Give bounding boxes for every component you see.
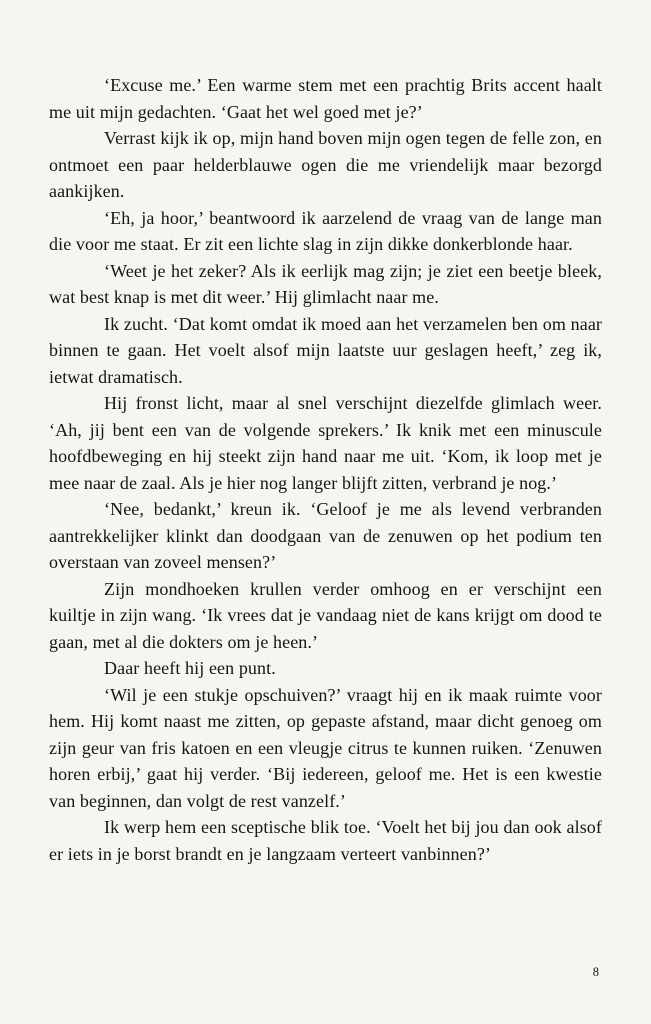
paragraph: Ik zucht. ‘Dat komt omdat ik moed aan het verzamelen ben om naar binnen te gaan. Het voelt alsof mijn laatste uur geslagen heeft,’ zeg ik, ietwat dramatisch. [49, 313, 602, 387]
paragraph: Daar heeft hij een punt. [104, 658, 276, 678]
page-number: 8 [592, 965, 599, 979]
paragraph: Zijn mondhoeken krullen verder omhoog en er verschijnt een kuiltje in zijn wang. ‘Ik vrees dat je vandaag niet de kans krijgt om dood te gaan, met al die dokters om je heen.’ [49, 578, 602, 652]
paragraph: ‘Weet je het zeker? Als ik eerlijk mag zijn; je ziet een beetje bleek, wat best knap is met dit weer.’ Hij glimlacht naar me. [49, 260, 602, 307]
page-text [49, 72, 602, 867]
paragraph: Ik werp hem een sceptische blik toe. ‘Voelt het bij jou dan ook alsof er iets in je borst brandt en je langzaam verteert vanbinnen?’ [49, 817, 602, 864]
paragraph: Verrast kijk ik op, mijn hand boven mijn ogen tegen de felle zon, en ontmoet een paar helderblauwe ogen die me vriendelijk maar bezorgd aankijken. [49, 128, 602, 201]
paragraph: ‘Eh, ja hoor,’ beantwoord ik aarzelend de vraag van de lange man die voor me staat. Er zit een lichte slag in zijn dikke donkerblonde haar. [49, 207, 602, 254]
paragraph: ‘Nee, bedankt,’ kreun ik. ‘Geloof je me als levend verbranden aantrekkelijker klinkt dan doodgaan van de zenuwen op het podium ten overstaan van zoveel mensen?’ [49, 499, 602, 572]
paragraph: Hij fronst licht, maar al snel verschijnt diezelfde glimlach weer. ‘Ah, jij bent een van de volgende sprekers.’ Ik knik met een minuscule hoofdbeweging en hij steekt zijn hand naar me uit. ‘Kom, ik loop met je mee naar de zaal. Als je hier nog langer blijft zitten, verbrand je nog.’ [49, 393, 602, 493]
paragraph: ‘Excuse me.’ Een warme stem met een prachtig Brits accent haalt me uit mijn gedachten. ‘Gaat het wel goed met je?’ [49, 75, 602, 122]
paragraph: ‘Wil je een stukje opschuiven?’ vraagt hij en ik maak ruimte voor hem. Hij komt naast me zitten, op gepaste afstand, maar dicht genoeg om zijn geur van fris katoen en een vleugje citrus te kunnen ruiken. ‘Zenuwen horen erbij,’ gaat hij verder. ‘Bij iedereen, geloof me. Het is een kwestie van beginnen, dan volgt de rest vanzelf.’ [49, 684, 602, 811]
